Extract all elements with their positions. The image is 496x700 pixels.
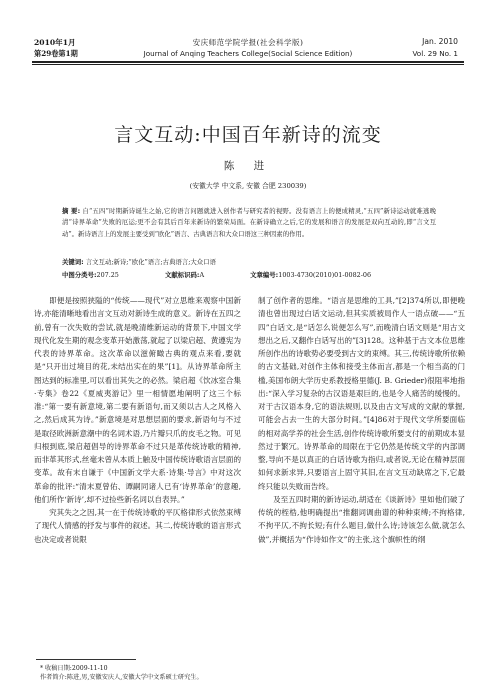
keywords-text: 言文互动;新诗;“欧化”语言;古典语言;大众口语: [85, 258, 216, 266]
journal-name-cn: 安庆师范学院学报(社会科学版): [192, 38, 304, 47]
doc-code-value: A: [199, 271, 205, 279]
author-name: 陈 进: [223, 160, 273, 172]
article-id-value: 1003-4730(2010)01-0082-06: [278, 271, 372, 279]
body-column-left: [34, 294, 241, 546]
abstract-text: 自“五四”时期新诗诞生之始,它的语言问题就进入创作者与研究者的视野。没有语言上的便成精灵,“五四”新诗运动就难逃晚清“诗界革命”失败的厄运;更不会有其后百年来新诗的繁荣局面。在新诗确立之后,它的发展和语言的发展是双向互动的,即“言文互动”。新诗语言上的发展主要受到“欧化”语言、古典语言和大众口语这三种因素的作用。: [62, 207, 436, 238]
doc-code-label: 文献标识码:: [164, 271, 200, 279]
footnote-received: * 收稿日期:2009-11-10: [40, 665, 108, 672]
body-column-right: [258, 294, 465, 546]
body-paragraph: 及至五四时期的新诗运动,胡适在《谈新诗》里如他们破了传统的桎梏,他明确提出“推翻词调曲谱的种种束缚;不拘格律,不拘平仄,不拘长短;有什么题目,做什么诗;诗该怎么做,就怎么做”,并概括为“作诗如作文”的主张,这个旗帜性的纲: [258, 494, 465, 544]
journal-name-en: Journal of Anqing Teachers College(Social Science Edition): [143, 49, 353, 58]
clc-value: 207.25: [96, 271, 119, 279]
issue-date-en: Jan. 2010: [422, 37, 458, 46]
clc-label: 中图分类号:: [62, 271, 97, 279]
issue-volume: 第29卷第1期: [34, 49, 78, 58]
keywords-label: 关键词:: [62, 258, 84, 266]
header-rule-thick: [32, 61, 464, 63]
body-paragraph: 究其失之之因,其一在于传统诗歌的平仄格律形式依然束缚了现代人情感的抒发与事件的叙述。其二,传统诗歌的语言形式也决定或者说限: [34, 508, 241, 544]
header-rule-thin: [32, 64, 464, 65]
footnote-rule: [36, 659, 136, 660]
abstract-label: 摘 要:: [62, 207, 81, 215]
footnote-author-info: 作者简介:陈进,男,安徽安庆人,安徽大学中文系硕士研究生。: [40, 674, 203, 681]
issue-date: 2010年1月: [34, 38, 76, 47]
article-id-label: 文章编号:: [250, 271, 279, 279]
issue-volume-en: Vol. 29 No. 1: [412, 49, 458, 58]
body-paragraph: 制了创作者的思维。“语言是思维的工具,”[2]374所以,即便晚清也曾出现过白话文运动,但其实质被局作人一语点破——“五四”白话文,是“话怎么说便怎么写”,而晚清白话文则是“用古文想出之后,又翻作白话写出的”[3]128。这种基于古文本位思维所创作出的诗歌势必要受到古文的束缚。其三,传统诗歌所依赖的古文基础,对创作主体和接受主体而言,都是一个相当高的门槛,美国布朗大学历史系教授格里德(J. B. Grieder)很阻率地指出:“深入学习复杂的古汉语是艰巨的,也是令人痛苦的缓慢的。对于古汉语本身,它的语法规则,以及由古文写成的文献的掌握,可能会占去一生的大部分时间。”[4]86对于现代文学所要面临的相对高学养的社会生活,创作传统诗歌所要支付的前期成本显然过于繁冗。诗界革命的局限在于它仍然是传统文学的内部调整,导向不是以真正的白话诗歌为指归,或者说,无论在精神层面如何求新求异,只要语言上固守其旧,在言文互动缺席之下,它最终只能以失败而告终。: [258, 296, 465, 491]
running-header: [0, 0, 496, 58]
keywords: [62, 257, 436, 268]
author-affiliation: (安徽大学 中文系, 安徽 合肥 230039): [189, 182, 307, 190]
body-paragraph: 即便是按照狭隘的“传统——现代”对立思维来观察中国新诗,亦能清晰地看出言文互动对新诗生成的意义。新诗在五四之前,曾有一次失败的尝试,就是晚清维新运动的背景下,中国文学现代化发生期的观念变革开始激荡,就起了以梁启超、黄遵宪为代表的诗界革命。这次革命以滋俯瞰古典的观点来看,要就是“只开出过境目的花,未结出实在的果”[1]。从诗界革命所主图达到的标准里,可以看出其失之的必然。梁启超《饮冰室合集·专集》卷22《夏威夷游记》里一相情愿地阐明了这三个标准:“第一要有新意境,第二要有新语句,而又须以古人之风格入之,然后成其为诗。”新意境是对思想层面的要求,新语句与不过是取径欧洲新意潮中的名词术语,乃片瓣只爪的皮毛之物。可见归根到底,梁启超倡导的诗界革命不过只是革传统诗歌的精神,而非革其形式,丝毫未曾从本质上触及中国传统诗歌语言层面的变革。故有末自谦于《中国新文学大系·诗集·导言》中对这次革命的批评:“清末夏曾佑、谭嗣同诸人已有‘诗界革命’的意趣,他们所作‘新诗’,却不过捡些新名词以自表异。”: [34, 296, 241, 504]
article-title: 言文互动:中国百年新诗的流变: [114, 124, 382, 146]
abstract: [62, 206, 436, 240]
classification-line: [62, 270, 436, 281]
